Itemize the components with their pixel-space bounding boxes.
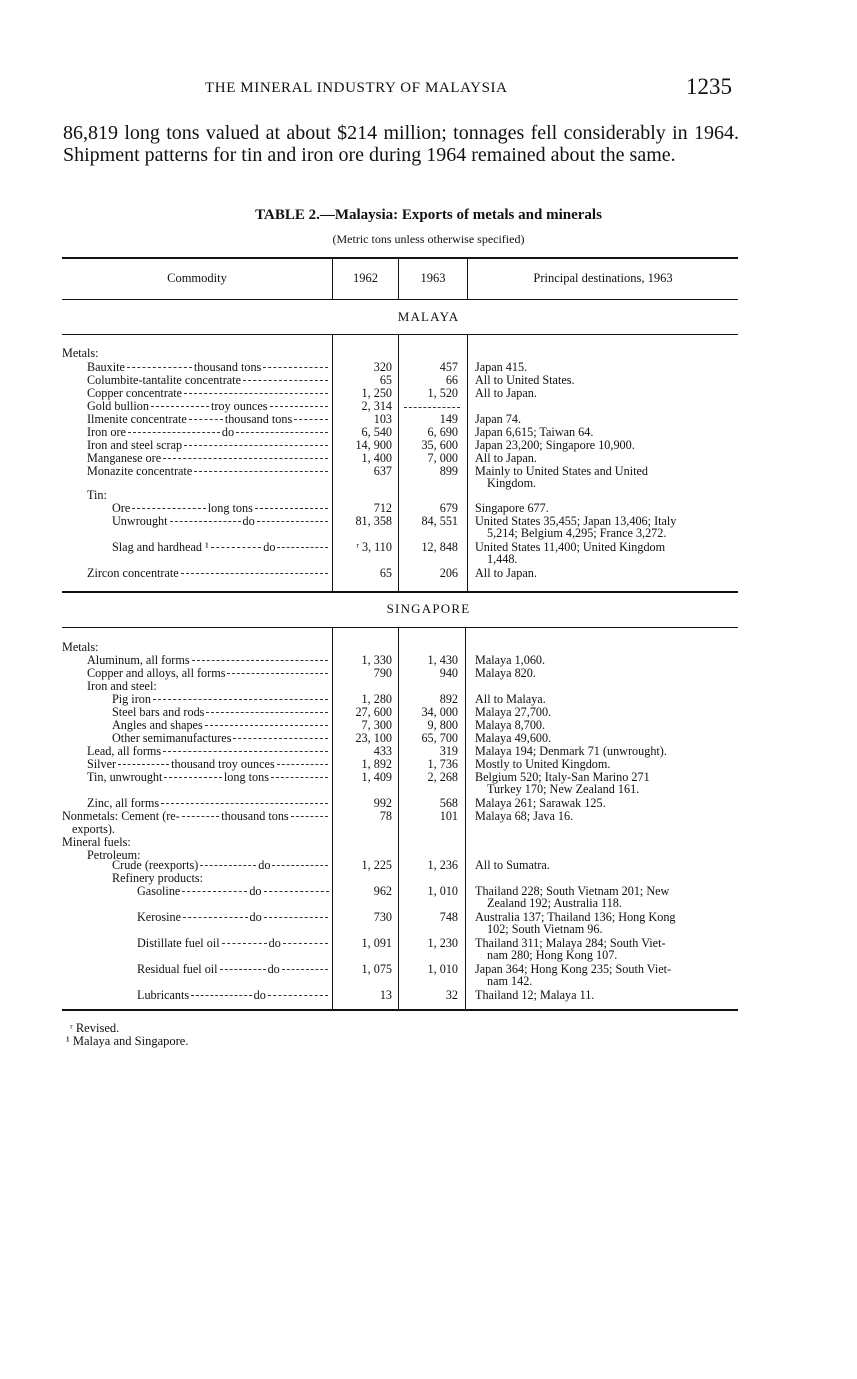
value-1962: 23, 100 [355, 731, 392, 745]
value-1963: 35, 600 [421, 438, 458, 452]
leader-dots [205, 725, 328, 726]
leader-dots [257, 521, 328, 522]
destinations-cell: Malaya 68; Java 16. [475, 809, 574, 823]
value-1962: 962 [373, 884, 392, 898]
leader-dots [184, 445, 328, 446]
destinations-cell: Thailand 228; South Vietnam 201; New [475, 884, 670, 898]
commodity-label: Lubricants [137, 989, 190, 1002]
leader-dots [163, 458, 328, 459]
destinations-cell: Japan 74. [475, 412, 522, 426]
value-1962: 7, 300 [361, 718, 392, 732]
leader-dots [194, 471, 328, 472]
commodity-cell [112, 693, 330, 706]
commodity-label: Steel bars and rods [112, 706, 205, 719]
destinations-cell: Singapore 677. [475, 501, 549, 515]
table-bottom-rule [62, 1009, 738, 1011]
value-1962: 1, 091 [361, 936, 392, 950]
commodity-cell [112, 541, 330, 554]
value-1963: 1, 430 [427, 653, 458, 667]
value-1962: 2, 314 [361, 399, 392, 413]
commodity-label: Tin, unwrought [87, 771, 163, 784]
commodity-cell [137, 989, 330, 1002]
value-1962: 78 [379, 809, 392, 823]
unit-label: do [263, 541, 276, 554]
value-1962: 14, 900 [355, 438, 392, 452]
commodity-label: Kerosine [137, 911, 181, 924]
commodity-label: Unwrought [112, 515, 168, 528]
destinations-cell: United States 35,455; Japan 13,406; Italy [475, 514, 677, 528]
destinations-cell: Malaya 49,600. [475, 731, 552, 745]
table-row [0, 680, 857, 693]
value-1963: 6, 690 [427, 425, 458, 439]
leader-dots [206, 712, 328, 713]
unit-label: do [242, 515, 255, 528]
commodity-label: Iron and steel: [87, 680, 157, 693]
destinations-cell: Malaya 8,700. [475, 718, 546, 732]
destinations-continuation: nam 142. [487, 974, 533, 988]
destinations-cell: All to United States. [475, 373, 575, 387]
value-1963: 84, 551 [421, 514, 458, 528]
commodity-label: Gold bullion [87, 400, 149, 413]
leader-dots [222, 943, 267, 944]
commodity-cell [87, 654, 330, 667]
commodity-cell [112, 859, 330, 872]
commodity-label: Nonmetals: Cement (re- [62, 810, 180, 823]
table-row [0, 347, 857, 360]
table-row [0, 667, 857, 680]
table-subcaption: (Metric tons unless otherwise specified) [332, 232, 525, 246]
commodity-cell [87, 771, 330, 784]
value-1963: 940 [439, 666, 458, 680]
malaya-section-rule [62, 334, 738, 335]
destinations-cell: Malaya 194; Denmark 71 (unwrought). [475, 744, 667, 758]
table-row [0, 936, 857, 962]
destinations-continuation: nam 280; Hong Kong 107. [487, 948, 618, 962]
value-1963: 899 [439, 464, 458, 478]
leader-dots [192, 660, 328, 661]
value-1963: 319 [439, 744, 458, 758]
leader-dots [227, 673, 328, 674]
destinations-cell: Thailand 12; Malaya 11. [475, 988, 595, 1002]
commodity-label: Lead, all forms [87, 745, 162, 758]
destinations-continuation: 5,214; Belgium 4,295; France 3,272. [487, 526, 667, 540]
value-1962: 1, 225 [361, 858, 392, 872]
commodity-continuation: exports). [72, 822, 115, 836]
destinations-continuation: Turkey 170; New Zealand 161. [487, 782, 640, 796]
commodity-label: Iron ore [87, 426, 126, 439]
leader-dots [182, 891, 247, 892]
value-1962: 103 [373, 412, 392, 426]
value-1963: 206 [439, 566, 458, 580]
value-1963: 32 [445, 988, 458, 1002]
table-row [0, 732, 857, 745]
table-row [0, 884, 857, 910]
leader-dots [271, 777, 329, 778]
destinations-cell: Japan 364; Hong Kong 235; South Viet- [475, 962, 672, 976]
value-1962: 81, 358 [355, 514, 392, 528]
commodity-cell [137, 963, 330, 976]
leader-dots [200, 865, 256, 866]
table-row [0, 809, 857, 836]
commodity-label: Metals: [62, 641, 99, 654]
value-1963: 12, 848 [421, 540, 458, 554]
value-1963: 1, 736 [427, 757, 458, 771]
destinations-cell: Malaya 820. [475, 666, 536, 680]
destinations-continuation: Kingdom. [487, 476, 537, 490]
table-row [0, 567, 857, 580]
value-1962: 1, 280 [361, 692, 392, 706]
commodity-cell [112, 502, 330, 515]
commodity-label: Zircon concentrate [87, 567, 179, 580]
value-1962: 320 [373, 360, 392, 374]
commodity-cell [87, 426, 330, 439]
value-1963: 101 [439, 809, 458, 823]
destinations-cell: Mostly to United Kingdom. [475, 757, 611, 771]
value-1963: 1, 010 [427, 962, 458, 976]
table-row [0, 797, 857, 810]
unit-label: do [249, 885, 262, 898]
header-bottom-rule [62, 299, 738, 300]
destinations-cell: Australia 137; Thailand 136; Hong Kong [475, 910, 676, 924]
value-1963: 568 [439, 796, 458, 810]
destinations-cell: Mainly to United States and United [475, 464, 648, 478]
commodity-cell [87, 680, 330, 693]
value-1963: 892 [439, 692, 458, 706]
commodity-cell [137, 911, 330, 924]
table-row [0, 859, 857, 872]
leader-dots [189, 419, 223, 420]
leader-dots [183, 917, 248, 918]
table-row [0, 464, 857, 490]
leader-dots [181, 573, 328, 574]
commodity-label: Slag and hardhead ¹ [112, 541, 209, 554]
unit-label: thousand troy ounces [171, 758, 275, 771]
commodity-cell [87, 439, 330, 452]
value-1962: 1, 400 [361, 451, 392, 465]
leader-dots [164, 777, 222, 778]
leader-dots [132, 508, 206, 509]
value-1963: 66 [445, 373, 458, 387]
destinations-cell: Japan 415. [475, 360, 528, 374]
table-row [0, 489, 857, 502]
destinations-continuation: Zealand 192; Australia 118. [487, 896, 622, 910]
commodity-label: Ilmenite concentrate [87, 413, 187, 426]
value-1962: 712 [373, 501, 392, 515]
destinations-cell: Thailand 311; Malaya 284; South Viet- [475, 936, 666, 950]
column-header-1962: 1962 [353, 271, 378, 285]
leader-dots [294, 419, 328, 420]
leader-dots [163, 751, 328, 752]
column-header-destinations: Principal destinations, 1963 [533, 271, 673, 285]
leader-dots [151, 406, 209, 407]
leader-dots [236, 432, 328, 433]
leader-dots [282, 969, 328, 970]
leader-dots [191, 995, 252, 996]
value-1962: 6, 540 [361, 425, 392, 439]
value-1962: 13 [379, 988, 392, 1002]
leader-dots [264, 891, 329, 892]
commodity-cell [137, 885, 330, 898]
value-1962: 637 [373, 464, 392, 478]
unit-label: do [253, 989, 266, 1002]
commodity-cell [87, 374, 330, 387]
commodity-cell [137, 937, 330, 950]
table-row [0, 770, 857, 796]
leader-dots [272, 865, 328, 866]
destinations-cell: Belgium 520; Italy-San Marino 271 [475, 770, 650, 784]
intro-paragraph: 86,819 long tons valued at about $214 million; tonnages fell considerably in 1964. Shipment patterns for tin and iron ore during 1964 remained about the same. [63, 122, 739, 166]
value-1963: 1, 520 [427, 386, 458, 400]
leader-dots [243, 380, 328, 381]
commodity-cell [112, 872, 330, 885]
unit-label: long tons [207, 502, 253, 515]
unit-label: thousand tons [224, 413, 293, 426]
value-1963: 1, 010 [427, 884, 458, 898]
table-top-rule [62, 257, 738, 259]
unit-label: thousand tons [193, 361, 262, 374]
commodity-label: Petroleum: [87, 849, 141, 862]
commodity-label: Ore [112, 502, 131, 515]
commodity-cell [87, 465, 330, 478]
leader-dots [291, 816, 329, 817]
destinations-cell: All to Sumatra. [475, 858, 550, 872]
leader-dots [184, 393, 328, 394]
destinations-cell: Malaya 27,700. [475, 705, 552, 719]
leader-dots [220, 969, 266, 970]
commodity-label: Refinery products: [112, 872, 204, 885]
value-1962: 1, 250 [361, 386, 392, 400]
value-1962: 1, 409 [361, 770, 392, 784]
commodity-cell [87, 567, 330, 580]
value-1963: 748 [439, 910, 458, 924]
destinations-cell: All to Japan. [475, 451, 537, 465]
commodity-cell [112, 732, 330, 745]
commodity-label: Iron and steel scrap [87, 439, 183, 452]
leader-dots [128, 432, 220, 433]
leader-dots [263, 367, 328, 368]
no-data-dash [404, 407, 460, 408]
leader-dots [161, 803, 328, 804]
table-row [0, 452, 857, 465]
commodity-cell [87, 413, 330, 426]
leader-dots [277, 547, 328, 548]
value-1963: 34, 000 [421, 705, 458, 719]
destinations-cell: All to Japan. [475, 386, 537, 400]
commodity-label: Copper concentrate [87, 387, 183, 400]
leader-dots [153, 699, 328, 700]
commodity-label: Residual fuel oil [137, 963, 218, 976]
running-header-title: THE MINERAL INDUSTRY OF MALAYSIA [205, 80, 508, 96]
commodity-label: Pig iron [112, 693, 151, 706]
leader-dots [118, 764, 169, 765]
leader-dots [264, 917, 329, 918]
table-row [0, 962, 857, 988]
value-1963: 149 [439, 412, 458, 426]
column-header-1963: 1963 [420, 271, 446, 285]
value-1962: 1, 075 [361, 962, 392, 976]
table-row [0, 910, 857, 936]
table-caption: TABLE 2.—Malaysia: Exports of metals and minerals [255, 207, 602, 223]
table-row [0, 361, 857, 374]
destinations-cell: Malaya 1,060. [475, 653, 546, 667]
commodity-cell [87, 387, 330, 400]
commodity-cell [112, 515, 330, 528]
value-1963: 2, 268 [427, 770, 458, 784]
commodity-label: Angles and shapes [112, 719, 203, 732]
value-1963: 1, 236 [427, 858, 458, 872]
table-row [0, 400, 857, 413]
destinations-cell: Malaya 261; Sarawak 125. [475, 796, 606, 810]
value-1963: 65, 700 [421, 731, 458, 745]
value-1962: 27, 600 [355, 705, 392, 719]
section-title-singapore: SINGAPORE [386, 601, 471, 616]
value-1962: 1, 892 [361, 757, 392, 771]
value-1962: ʳ 3, 110 [356, 540, 392, 554]
commodity-label: Tin: [87, 489, 107, 502]
value-1963: 1, 230 [427, 936, 458, 950]
commodity-cell [62, 347, 330, 360]
unit-label: do [221, 426, 235, 439]
value-1963: 457 [439, 360, 458, 374]
commodity-label: Metals: [62, 347, 99, 360]
commodity-label: Gasoline [137, 885, 181, 898]
value-1962: 65 [379, 373, 392, 387]
leader-dots [182, 816, 220, 817]
commodity-label: Manganese ore [87, 452, 162, 465]
leader-dots [283, 943, 328, 944]
value-1962: 730 [373, 910, 392, 924]
malaya-end-rule [62, 591, 738, 593]
commodity-label: Silver [87, 758, 117, 771]
commodity-cell [87, 667, 330, 680]
leader-dots [127, 367, 192, 368]
commodity-label: Columbite-tantalite concentrate [87, 374, 241, 387]
page-number: 1235 [686, 74, 732, 99]
destinations-cell: All to Malaya. [475, 692, 546, 706]
destinations-cell: Japan 23,200; Singapore 10,900. [475, 438, 635, 452]
commodity-cell [87, 489, 330, 502]
value-1962: 65 [379, 566, 392, 580]
commodity-cell [62, 836, 330, 849]
commodity-label: Copper and alloys, all forms [87, 667, 226, 680]
commodity-cell [62, 641, 330, 654]
commodity-label: Mineral fuels: [62, 836, 131, 849]
table-row [0, 654, 857, 667]
value-1962: 1, 330 [361, 653, 392, 667]
unit-label: troy ounces [210, 400, 268, 413]
unit-label: thousand tons [221, 810, 289, 823]
commodity-cell [87, 758, 330, 771]
commodity-cell [112, 719, 330, 732]
commodity-cell [112, 706, 330, 719]
value-1962: 992 [373, 796, 392, 810]
commodity-label: Distillate fuel oil [137, 937, 220, 950]
value-1963: 9, 800 [427, 718, 458, 732]
destinations-cell: United States 11,400; United Kingdom [475, 540, 666, 554]
destinations-continuation: 1,448. [487, 552, 518, 566]
destinations-cell: All to Japan. [475, 566, 537, 580]
value-1963: 679 [439, 501, 458, 515]
value-1962: 790 [373, 666, 392, 680]
column-header-commodity: Commodity [167, 271, 227, 285]
unit-label: do [267, 963, 280, 976]
leader-dots [255, 508, 329, 509]
unit-label: do [249, 911, 262, 924]
unit-label: long tons [223, 771, 269, 784]
table-row [0, 989, 857, 1002]
leader-dots [211, 547, 262, 548]
value-1962: 433 [373, 744, 392, 758]
leader-dots [277, 764, 328, 765]
commodity-cell [87, 452, 330, 465]
commodity-label: Crude (reexports) [112, 859, 199, 872]
destinations-continuation: 102; South Vietnam 96. [487, 922, 603, 936]
commodity-cell [87, 361, 330, 374]
commodity-label: Other semimanufactures [112, 732, 232, 745]
destinations-cell: Japan 6,615; Taiwan 64. [475, 425, 594, 439]
leader-dots [268, 995, 329, 996]
singapore-section-rule [62, 627, 738, 628]
leader-dots [270, 406, 328, 407]
section-title-malaya: MALAYA [397, 309, 460, 324]
table-row [0, 836, 857, 849]
table-row [0, 514, 857, 540]
table-row [0, 540, 857, 566]
leader-dots [233, 738, 328, 739]
commodity-label: Bauxite [87, 361, 125, 374]
commodity-label: Zinc, all forms [87, 797, 160, 810]
footnote-1: ¹ Malaya and Singapore. [66, 1034, 189, 1048]
commodity-cell [87, 745, 330, 758]
commodity-label: Aluminum, all forms [87, 654, 190, 667]
unit-label: do [268, 937, 281, 950]
commodity-cell [87, 797, 330, 810]
commodity-label: Monazite concentrate [87, 465, 193, 478]
value-1963: 7, 000 [427, 451, 458, 465]
commodity-cell [87, 400, 330, 413]
unit-label: do [258, 859, 271, 872]
table-row [0, 387, 857, 400]
footnote-revised: ʳ Revised. [70, 1021, 120, 1035]
leader-dots [170, 521, 241, 522]
